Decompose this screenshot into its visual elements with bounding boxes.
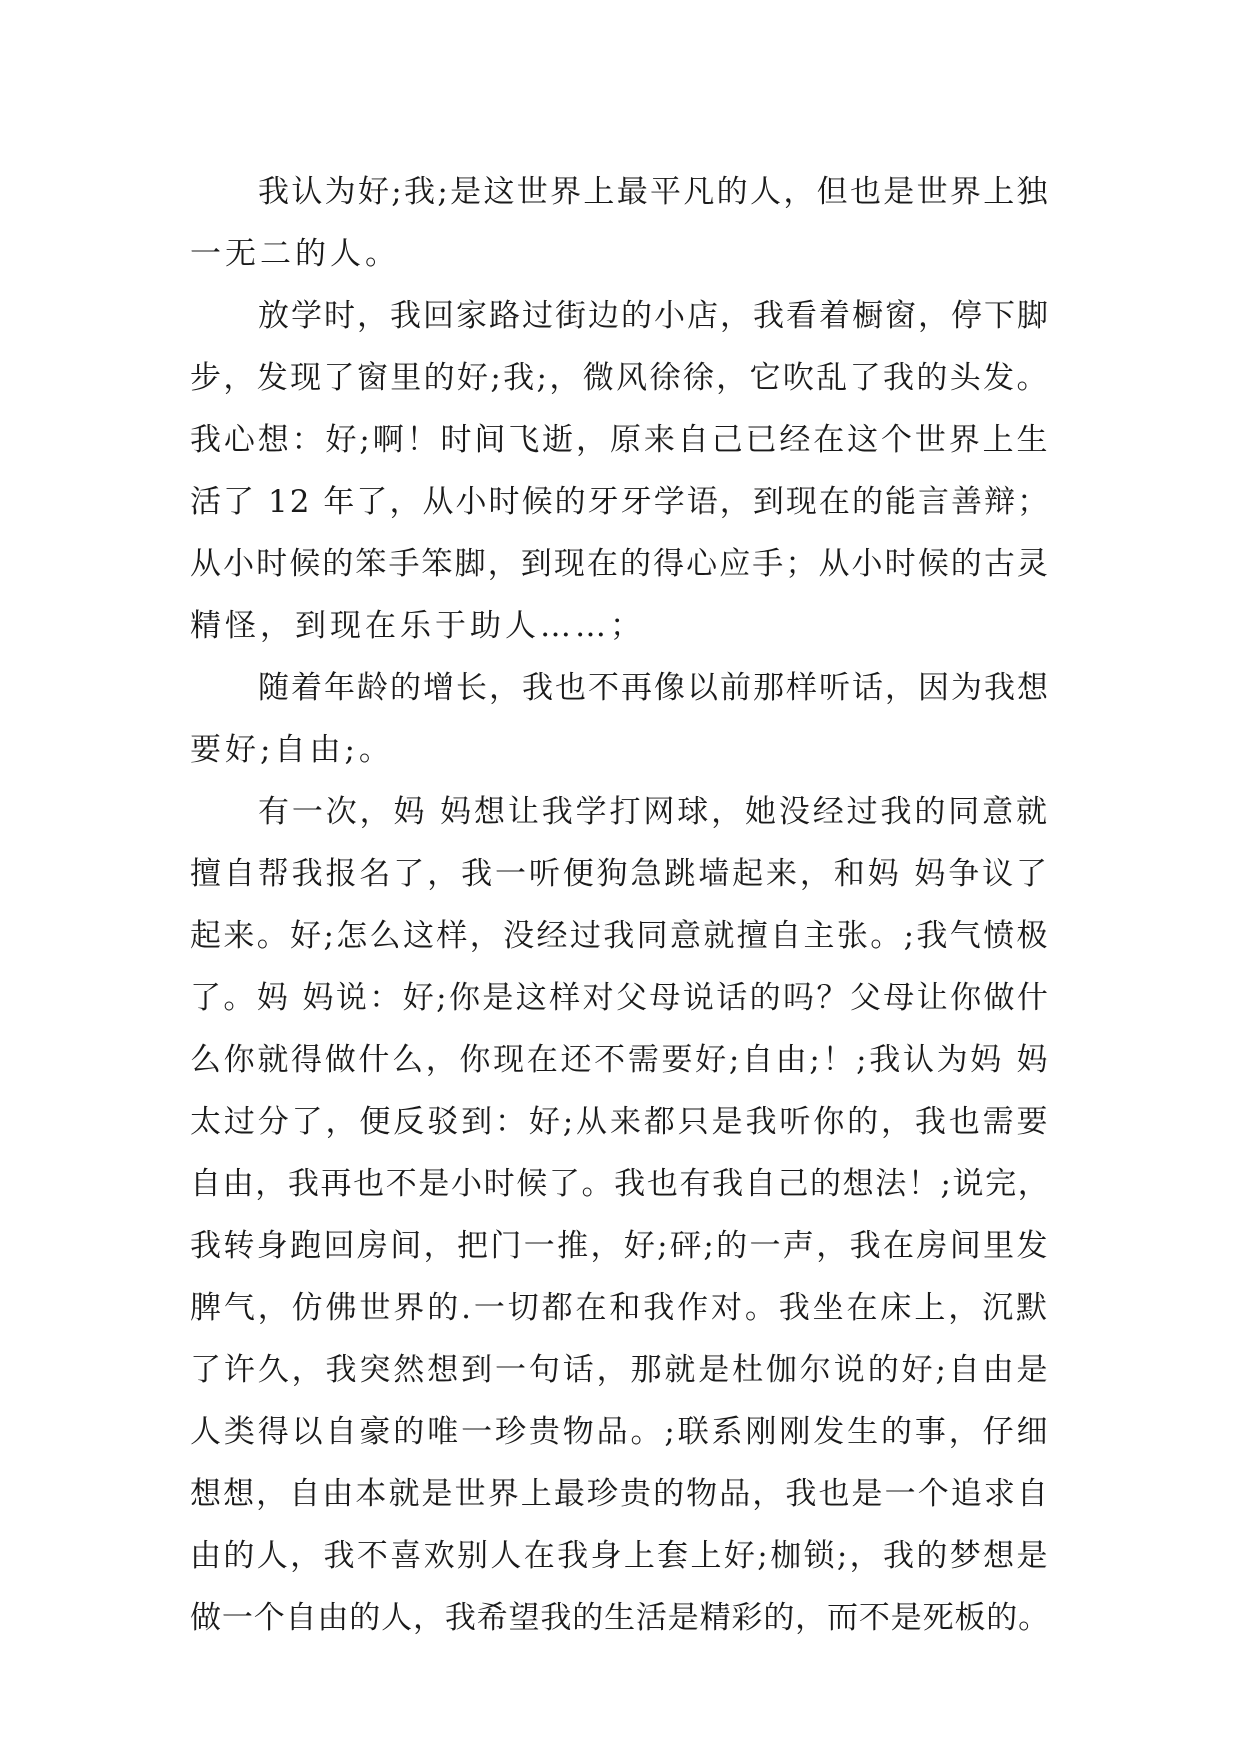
text-line: 要好;自由;。	[190, 732, 394, 768]
text-line: 么你就得做什么，你现在还不需要好;自由;！;我认为妈 妈	[190, 1042, 1051, 1078]
text-line: 了。妈 妈说：好;你是这样对父母说话的吗？父母让你做什	[190, 980, 1051, 1016]
text-line: 擅自帮我报名了，我一听便狗急跳墙起来，和妈 妈争议了	[190, 856, 1050, 892]
essay-body	[190, 161, 1050, 1649]
text-line: 由的人，我不喜欢别人在我身上套上好;枷锁;，我的梦想是	[190, 1538, 1050, 1574]
text-line: 做一个自由的人，我希望我的生活是精彩的，而不是死板的。	[190, 1600, 1050, 1636]
text-line: 从小时候的笨手笨脚，到现在的得心应手；从小时候的古灵	[190, 546, 1050, 582]
text-line: 想想，自由本就是世界上最珍贵的物品，我也是一个追求自	[190, 1476, 1050, 1512]
text-line: 太过分了，便反驳到：好;从来都只是我听你的，我也需要	[190, 1104, 1051, 1140]
text-line: 放学时，我回家路过街边的小店，我看着橱窗，停下脚	[258, 298, 1050, 334]
text-line: 一无二的人。	[190, 236, 400, 272]
text-line: 我认为好;我;是这世界上最平凡的人，但也是世界上独	[258, 174, 1050, 210]
text-line: 活了 12 年了，从小时候的牙牙学语，到现在的能言善辩；	[190, 484, 1051, 520]
text-line: 我转身跑回房间，把门一推，好;砰;的一声，我在房间里发	[190, 1228, 1050, 1264]
text-line: 有一次，妈 妈想让我学打网球，她没经过我的同意就	[258, 794, 1050, 830]
text-line: 了许久，我突然想到一句话，那就是杜伽尔说的好;自由是	[190, 1352, 1051, 1388]
text-line: 精怪，到现在乐于助人……；	[190, 608, 645, 644]
text-line: 自由，我再也不是小时候了。我也有我自己的想法！;说完，	[190, 1166, 1051, 1202]
text-line: 起来。好;怎么这样，没经过我同意就擅自主张。;我气愤极	[190, 918, 1050, 954]
text-line: 人类得以自豪的唯一珍贵物品。;联系刚刚发生的事，仔细	[190, 1414, 1051, 1450]
text-line: 脾气，仿佛世界的.一切都在和我作对。我坐在床上，沉默	[190, 1290, 1050, 1326]
text-line: 步，发现了窗里的好;我;，微风徐徐，它吹乱了我的头发。	[190, 360, 1050, 396]
text-line: 我心想：好;啊！时间飞逝，原来自己已经在这个世界上生	[190, 422, 1051, 458]
text-line: 随着年龄的增长，我也不再像以前那样听话，因为我想	[258, 670, 1050, 706]
